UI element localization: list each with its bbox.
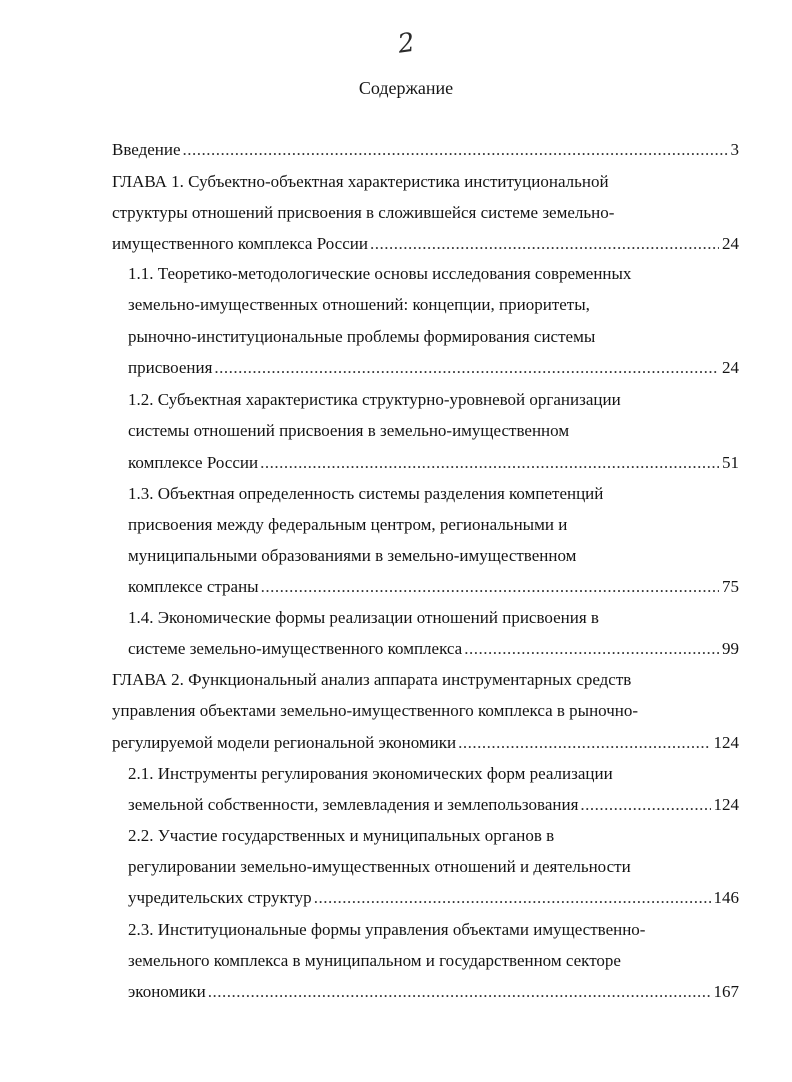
toc-line bbox=[128, 575, 739, 599]
toc-page-number: 3 bbox=[730, 140, 739, 159]
toc-line: структуры отношений присвоения в сложившейся системе земельно- bbox=[112, 203, 615, 222]
handwritten-page-number: 2 bbox=[396, 27, 417, 60]
toc-entry-title: Введение bbox=[112, 140, 181, 159]
toc-entry-title: присвоения bbox=[128, 358, 213, 377]
toc-line: 2.1. Инструменты регулирования экономических форм реализации bbox=[128, 764, 613, 783]
toc-line: 1.1. Теоретико-методологические основы исследования современных bbox=[128, 264, 632, 283]
toc-entry-section-2-1[interactable] bbox=[128, 762, 739, 818]
toc-line: рыночно-институциональные проблемы формирования системы bbox=[128, 327, 596, 346]
toc-line: ГЛАВА 2. Функциональный анализ аппарата инструментарных средств bbox=[112, 670, 632, 689]
toc-line bbox=[128, 886, 739, 910]
toc-page-number: 75 bbox=[722, 577, 739, 596]
dot-leader bbox=[183, 138, 728, 162]
dot-leader bbox=[458, 731, 710, 755]
toc-line bbox=[112, 232, 739, 256]
page-title: Содержание bbox=[358, 78, 454, 98]
toc-page-number: 24 bbox=[722, 234, 739, 253]
toc-line: 2.2. Участие государственных и муниципальных органов в bbox=[128, 826, 555, 845]
toc-line: земельно-имущественных отношений: концепции, приоритеты, bbox=[128, 295, 590, 314]
toc-page-number: 124 bbox=[713, 733, 739, 752]
toc-line bbox=[112, 138, 739, 162]
dot-leader bbox=[260, 451, 719, 475]
toc-line: 1.3. Объектная определенность системы разделения компетенций bbox=[128, 484, 604, 503]
toc-entry-section-1-2[interactable] bbox=[128, 388, 739, 476]
toc-line bbox=[128, 793, 739, 817]
toc-line: ГЛАВА 1. Субъектно-объектная характеристика институциональной bbox=[112, 172, 609, 191]
toc-entry-title: имущественного комплекса России bbox=[112, 234, 368, 253]
dot-leader bbox=[261, 575, 719, 599]
toc-line: земельного комплекса в муниципальном и государственном секторе bbox=[128, 951, 621, 970]
dot-leader bbox=[208, 980, 711, 1004]
toc-page-number: 167 bbox=[713, 982, 739, 1001]
dot-leader bbox=[314, 886, 711, 910]
toc-line: системы отношений присвоения в земельно-имущественном bbox=[128, 421, 570, 440]
toc-entry-intro[interactable] bbox=[112, 138, 739, 162]
toc-line bbox=[128, 980, 739, 1004]
toc-entry-chapter-2[interactable] bbox=[112, 668, 739, 756]
toc-line: регулировании земельно-имущественных отношений и деятельности bbox=[128, 857, 631, 876]
toc-entry-section-1-1[interactable] bbox=[128, 262, 739, 382]
toc-entry-section-1-4[interactable] bbox=[128, 606, 739, 662]
toc-entry-title: комплексе страны bbox=[128, 577, 259, 596]
toc-line: 1.4. Экономические формы реализации отношений присвоения в bbox=[128, 608, 599, 627]
dot-leader bbox=[370, 232, 719, 256]
toc-entry-section-2-3[interactable] bbox=[128, 918, 739, 1006]
toc-entry-title: экономики bbox=[128, 982, 206, 1001]
toc-line bbox=[128, 451, 739, 475]
toc-page-number: 146 bbox=[713, 888, 739, 907]
toc-line: присвоения между федеральным центром, региональными и bbox=[128, 515, 568, 534]
toc-line: 1.2. Субъектная характеристика структурно-уровневой организации bbox=[128, 390, 621, 409]
toc-page-number: 99 bbox=[722, 639, 739, 658]
toc-line: 2.3. Институциональные формы управления объектами имущественно- bbox=[128, 920, 646, 939]
toc-page-number: 124 bbox=[713, 795, 739, 814]
toc-line bbox=[112, 731, 739, 755]
dot-leader bbox=[464, 637, 719, 661]
dot-leader bbox=[214, 356, 719, 380]
toc-entry-title: системе земельно-имущественного комплекса bbox=[128, 639, 463, 658]
toc-entry-section-1-3[interactable] bbox=[128, 482, 739, 602]
toc-entry-title: комплексе России bbox=[128, 453, 259, 472]
toc-line bbox=[128, 637, 739, 661]
toc-line: муниципальными образованиями в земельно-имущественном bbox=[128, 546, 577, 565]
toc-page-number: 51 bbox=[722, 453, 739, 472]
toc-page-number: 24 bbox=[722, 358, 739, 377]
toc-entry-section-2-2[interactable] bbox=[128, 824, 739, 912]
toc-line bbox=[128, 356, 739, 380]
toc-entry-chapter-1[interactable] bbox=[112, 170, 739, 262]
toc-entry-title: учредительских структур bbox=[128, 888, 312, 907]
toc-line: управления объектами земельно-имущественного комплекса в рыночно- bbox=[112, 701, 639, 720]
toc-entry-title: регулируемой модели региональной экономики bbox=[112, 733, 457, 752]
toc-entry-title: земельной собственности, землевладения и землепользования bbox=[128, 795, 579, 814]
dot-leader bbox=[580, 793, 710, 817]
